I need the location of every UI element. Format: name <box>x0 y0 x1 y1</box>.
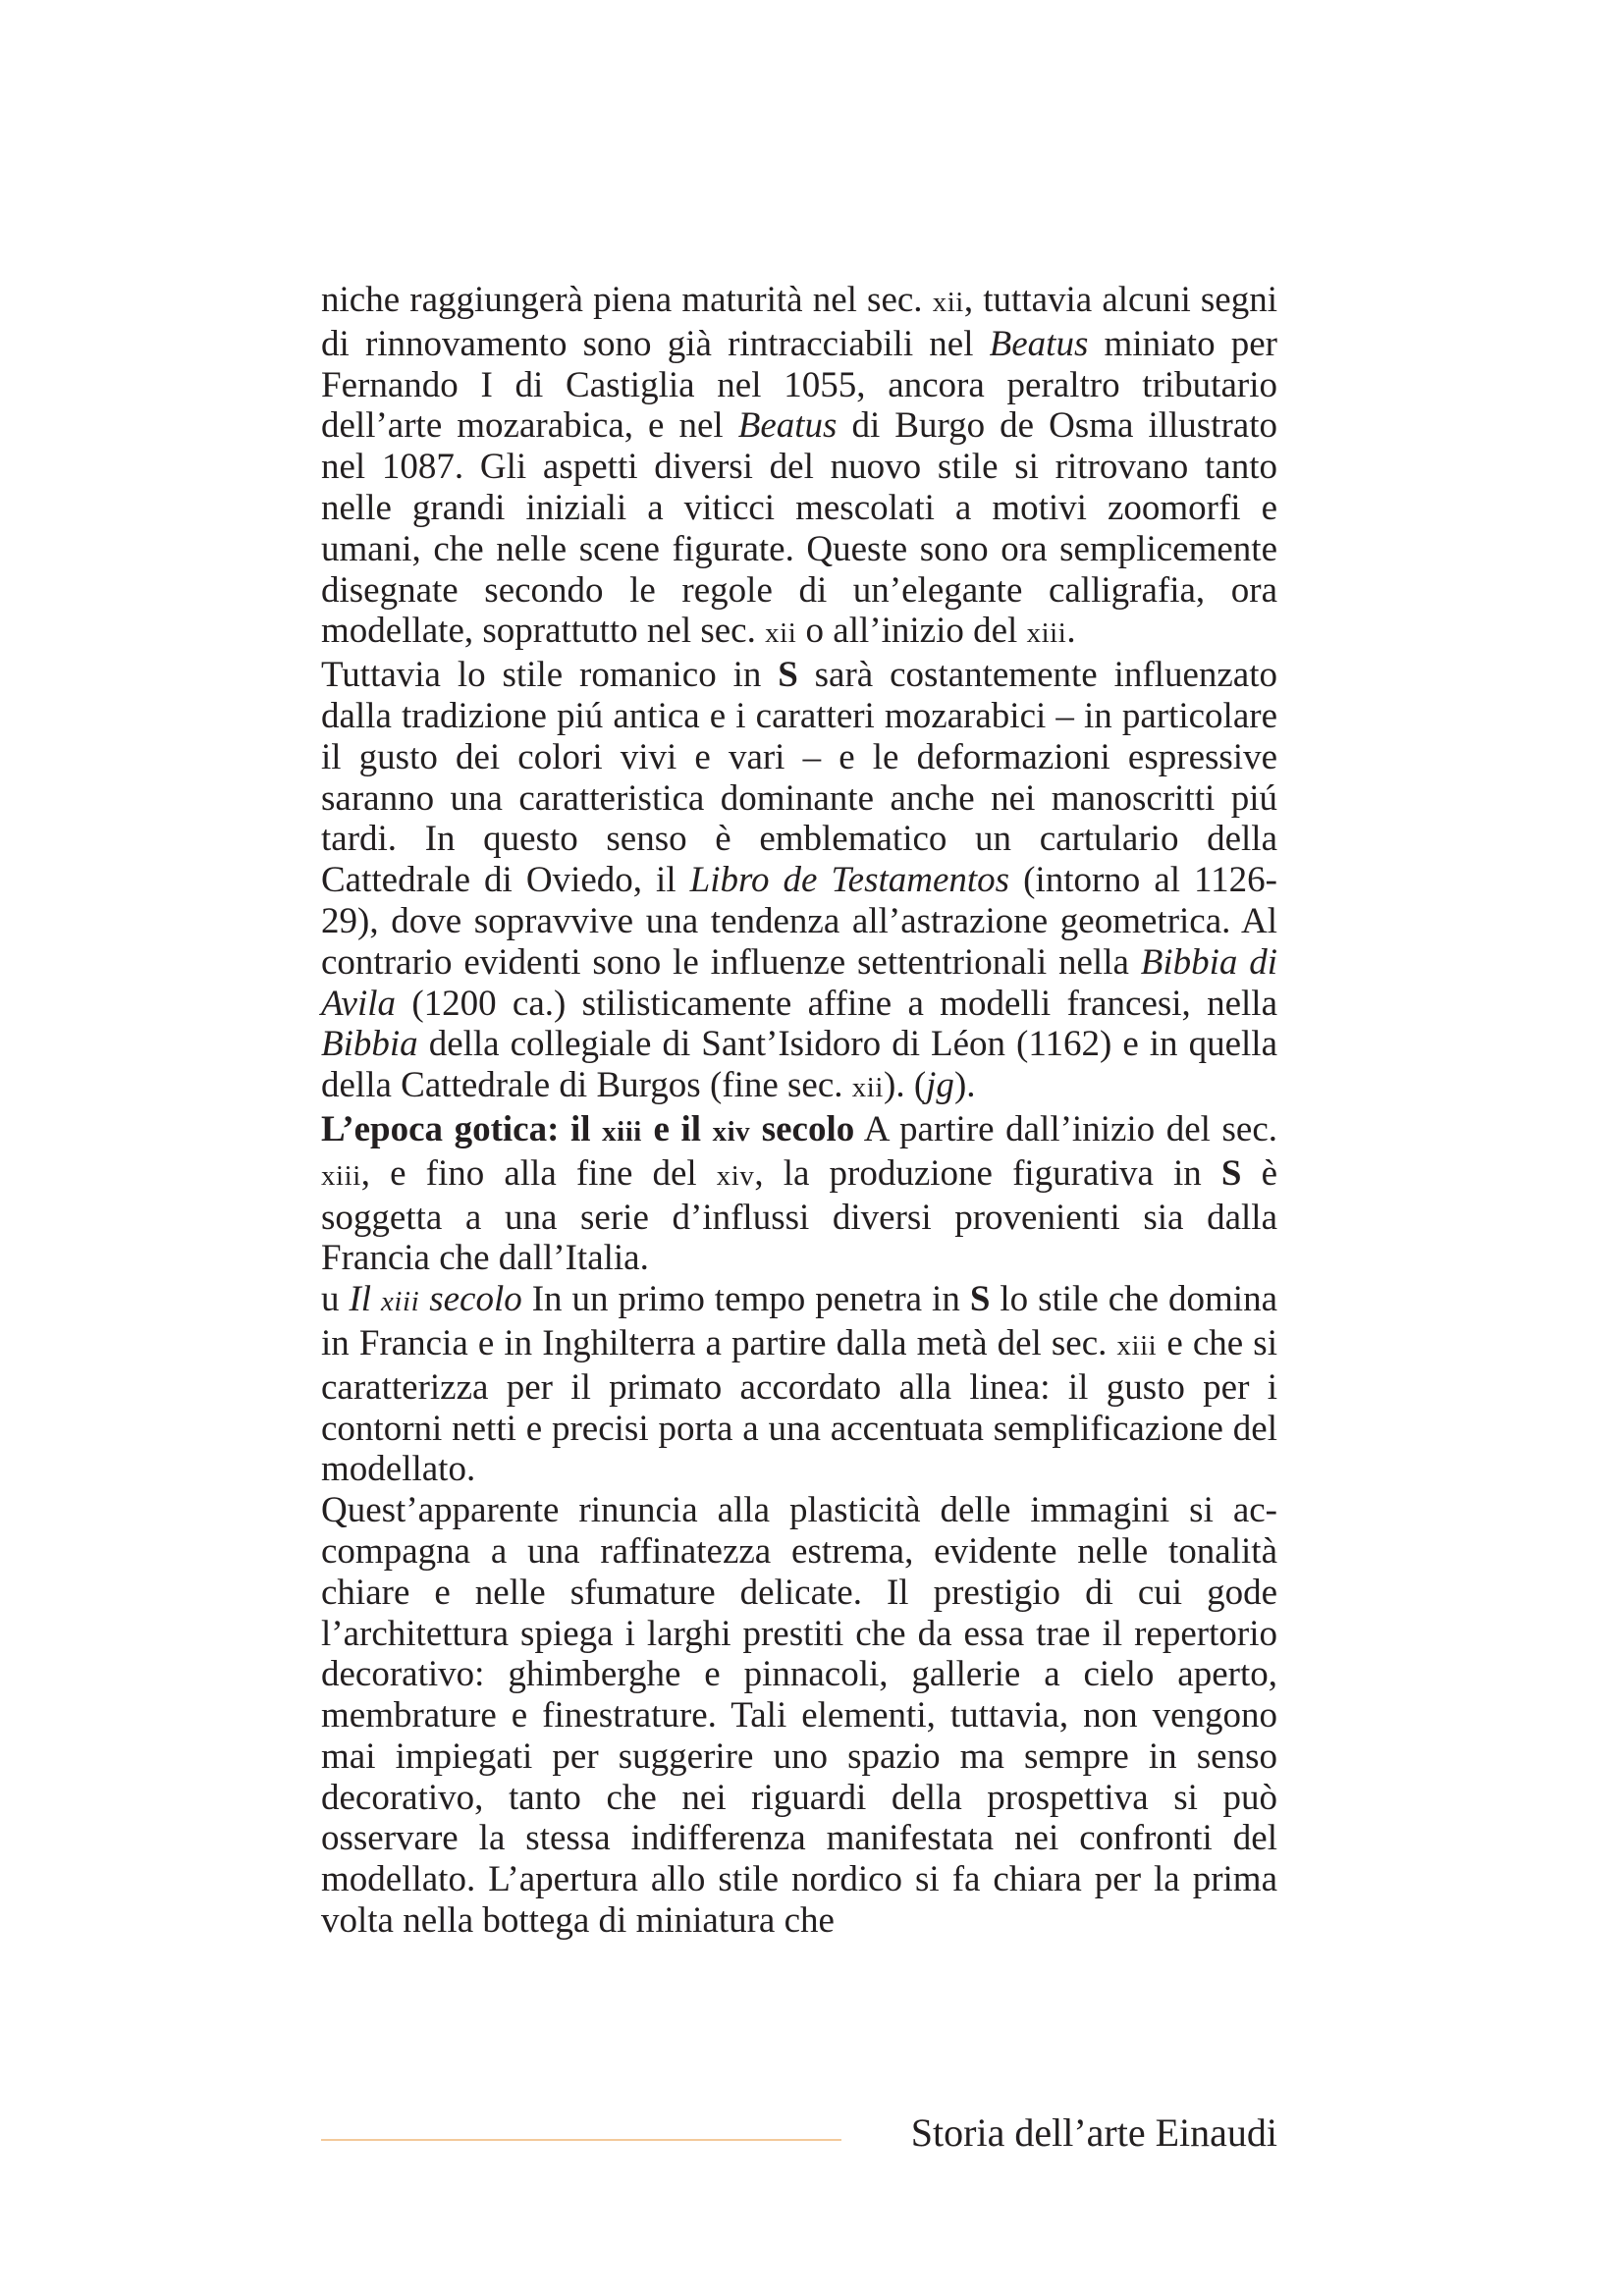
text-run: xiv <box>712 1115 751 1148</box>
text-run: secolo <box>750 1108 855 1149</box>
text-run: L’epoca gotica: il <box>321 1108 603 1149</box>
paragraph <box>321 1109 1277 1279</box>
text-run: u <box>321 1279 350 1320</box>
body-text <box>321 280 1277 1942</box>
text-run: Il <box>349 1279 382 1320</box>
text-run: A partire dall’inizio del sec. <box>854 1108 1277 1149</box>
text-run: S <box>969 1279 991 1320</box>
text-run: miniato per Fernando I di Castiglia nel 1055, ancora peraltro tributario dell’arte mozarabica, e nel <box>321 323 1277 447</box>
text-run: sarà costantemente influenzato dalla tradizione piú antica e i caratteri mozarabici – in particolare il gusto dei colori vivi e vari – e le deformazioni espressive saranno una caratteristica dominante anche nei manoscritti piú tardi. In questo senso è emblematico un cartulario della Cattedrale di Oviedo, il <box>321 655 1277 901</box>
text-run: In un primo tempo penetra in <box>521 1279 970 1320</box>
paragraph <box>321 1279 1277 1490</box>
text-run: o all’inizio del <box>796 611 1027 652</box>
text-run: xiii <box>321 1159 361 1192</box>
text-run: Quest’apparente rinuncia alla plasticità delle immagini si accompagna a una raffinatezza estrema, evidente nelle tonalità chiare e nelle sfumature delicate. Il prestigio di cui gode l’architettura spiega i larghi prestiti che da essa trae il repertorio decorativo: ghimberghe e pinnacoli, gallerie a cielo aperto, membrature e finestrature. Tali elementi, tuttavia, non vengono mai impiegati per suggerire uno spazio ma sempre in senso decorativo, tanto che nei riguardi della prospettiva si può osservare la stessa indifferenza manifestata nei confronti del modellato. L’apertura allo stile nordico si fa chiara per la prima volta nella bottega di miniatura che <box>321 1490 1277 1942</box>
text-run: jg <box>926 1065 954 1106</box>
text-run: ). <box>953 1065 976 1106</box>
text-run: ). ( <box>884 1065 927 1106</box>
text-run: xiii <box>1026 617 1067 650</box>
text-run: (intorno al 1126-29), dove sopravvive una tendenza all’astrazione geometrica. Al contrario evidenti sono le influenze settentrionali nella <box>321 860 1277 983</box>
text-run: xiv <box>716 1159 755 1192</box>
text-run: niche raggiungerà piena maturità nel sec. <box>321 280 933 320</box>
text-run: Beatus <box>737 405 838 447</box>
text-run: Beatus <box>989 323 1089 364</box>
text-run: è soggetta a una serie d’influssi diversi provenienti sia dalla Francia che dall’Italia. <box>321 1152 1277 1279</box>
text-run: lo stile che domina in Francia e in Inghilterra a partire dalla metà del sec. <box>321 1279 1278 1363</box>
text-run: xii <box>851 1072 884 1104</box>
text-run: Bibbia <box>321 1024 418 1065</box>
text-run: . <box>1066 611 1076 652</box>
text-run: xiii <box>1116 1329 1158 1362</box>
paragraph <box>321 655 1277 1109</box>
text-run: , la produzione figurativa in <box>754 1152 1221 1194</box>
paragraph <box>321 1490 1277 1942</box>
footer-title: Storia dell’arte Einaudi <box>910 2110 1277 2155</box>
paragraph <box>321 280 1277 655</box>
text-run: Libro de Testamentos <box>689 860 1010 901</box>
text-run: e il <box>641 1108 713 1149</box>
text-run: S <box>1220 1152 1242 1194</box>
text-run: xiii <box>602 1115 642 1148</box>
page-footer <box>321 2109 1277 2158</box>
footer-rule <box>321 2139 841 2141</box>
text-run: secolo <box>419 1279 522 1320</box>
text-run: S <box>778 655 798 696</box>
text-run: xii <box>932 287 964 318</box>
text-run: della collegiale di Sant’Isidoro di Léon (1162) e in quella della Cattedrale di Burgos (fine sec. <box>321 1024 1277 1106</box>
text-run: , e fino alla fine del <box>360 1152 717 1194</box>
text-run: di Burgo de Osma illustrato nel 1087. Gli aspetti diversi del nuovo stile si ritrovano tanto nelle grandi iniziali a viticci mescolati a motivi zoomorfi e umani, che nelle scene figurate. Queste sono ora semplicemente disegnate secondo le regole di un’elegante calligrafia, ora modellate, soprattutto nel sec. <box>321 405 1277 652</box>
text-run: xii <box>765 617 797 650</box>
text-run: (1200 ca.) stilisticamente affine a modelli francesi, nella <box>396 983 1277 1024</box>
text-run: e che si caratterizza per il primato accordato alla linea: il gusto per i contorni netti e precisi porta a una accentuata semplificazione del modellato. <box>321 1322 1277 1490</box>
text-run: , tuttavia alcuni segni di rinnovamento sono già rintracciabili nel <box>321 280 1277 364</box>
text-run: Tuttavia lo stile romanico in <box>321 655 779 696</box>
text-run: xiii <box>381 1286 420 1318</box>
text-run: Bibbia di Avila <box>321 941 1277 1024</box>
